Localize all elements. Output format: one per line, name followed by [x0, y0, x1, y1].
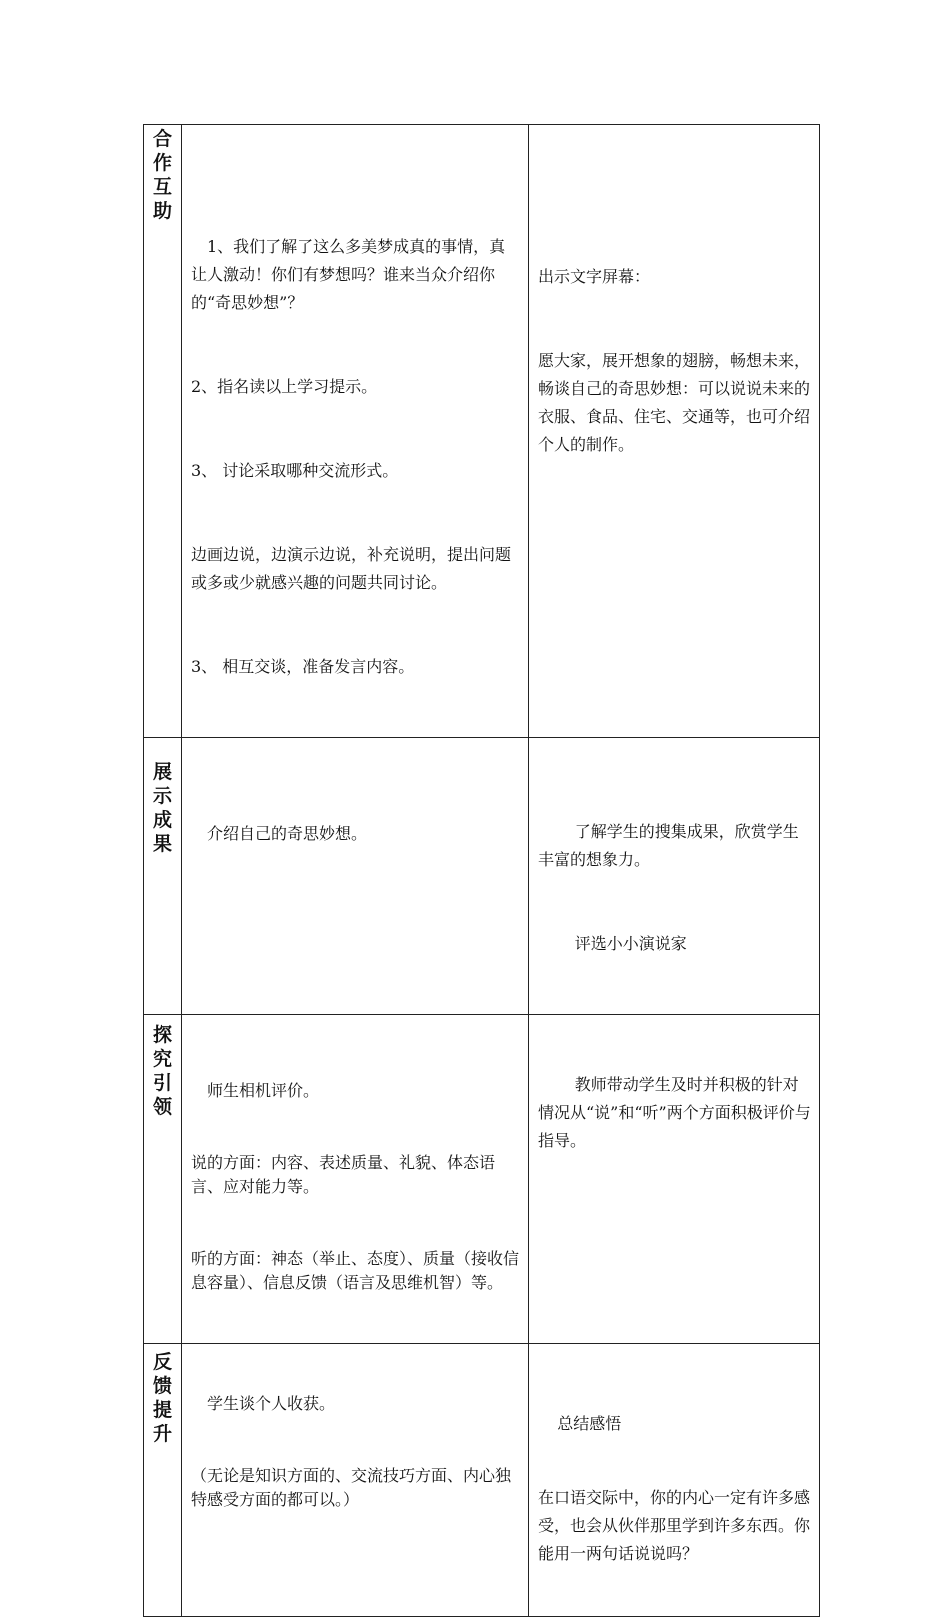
activity-text: 1、我们了解了这么多美梦成真的事情，真让人激动！你们有梦想吗？谁来当众介绍你的“奇思妙想”？ 2、指名读以上学习提示。 3、 讨论采取哪种交流形式。 边画边说，边演示边说，补充说明，提出问题或多或少就感兴趣的问题共同讨论。 3、 相互交谈，准备发言内容。	[191, 237, 512, 676]
stage-label: 合 作 互 助	[152, 128, 172, 222]
table-row	[144, 125, 820, 738]
lesson-plan-table	[143, 124, 820, 1617]
guidance-text: 了解学生的搜集成果，欣赏学生丰富的想象力。 评选小小演说家	[538, 822, 799, 953]
guidance-cell	[529, 125, 820, 738]
guidance-text: 教师带动学生及时并积极的针对情况从“说”和“听”两个方面积极评价与指导。	[538, 1075, 811, 1150]
stage-label-cell	[144, 125, 182, 738]
table-row	[144, 1015, 820, 1344]
stage-label: 展 示 成 果	[152, 761, 172, 855]
stage-label: 反 馈 提 升	[152, 1351, 172, 1445]
stage-label: 探 究 引 领	[152, 1024, 172, 1118]
activity-cell	[182, 125, 529, 738]
stage-label-cell	[144, 1344, 182, 1617]
stage-label-cell	[144, 738, 182, 1015]
stage-label-cell	[144, 1015, 182, 1344]
guidance-cell	[529, 1015, 820, 1344]
activity-text: 学生谈个人收获。 （无论是知识方面的、交流技巧方面、内心独特感受方面的都可以。）	[191, 1394, 512, 1509]
guidance-text: 总结感悟 在口语交际中，你的内心一定有许多感受，也会从伙伴那里学到许多东西。你能用一两句话说说吗？	[538, 1414, 811, 1563]
activity-text: 介绍自己的奇思妙想。	[207, 824, 368, 843]
activity-cell	[182, 1015, 529, 1344]
activity-cell	[182, 1344, 529, 1617]
guidance-cell	[529, 1344, 820, 1617]
activity-text: 师生相机评价。 说的方面：内容、表述质量、礼貌、体态语言、应对能力等。 听的方面：神态（举止、态度）、质量（接收信息容量）、信息反馈（语言及思维机智）等。	[191, 1081, 520, 1292]
table-row	[144, 738, 820, 1015]
table-row	[144, 1344, 820, 1617]
guidance-text: 出示文字屏幕： 愿大家，展开想象的翅膀，畅想未来，畅谈自己的奇思妙想：可以说说未来的衣服、食品、住宅、交通等，也可介绍个人的制作。	[538, 267, 811, 454]
guidance-cell	[529, 738, 820, 1015]
activity-cell	[182, 738, 529, 1015]
